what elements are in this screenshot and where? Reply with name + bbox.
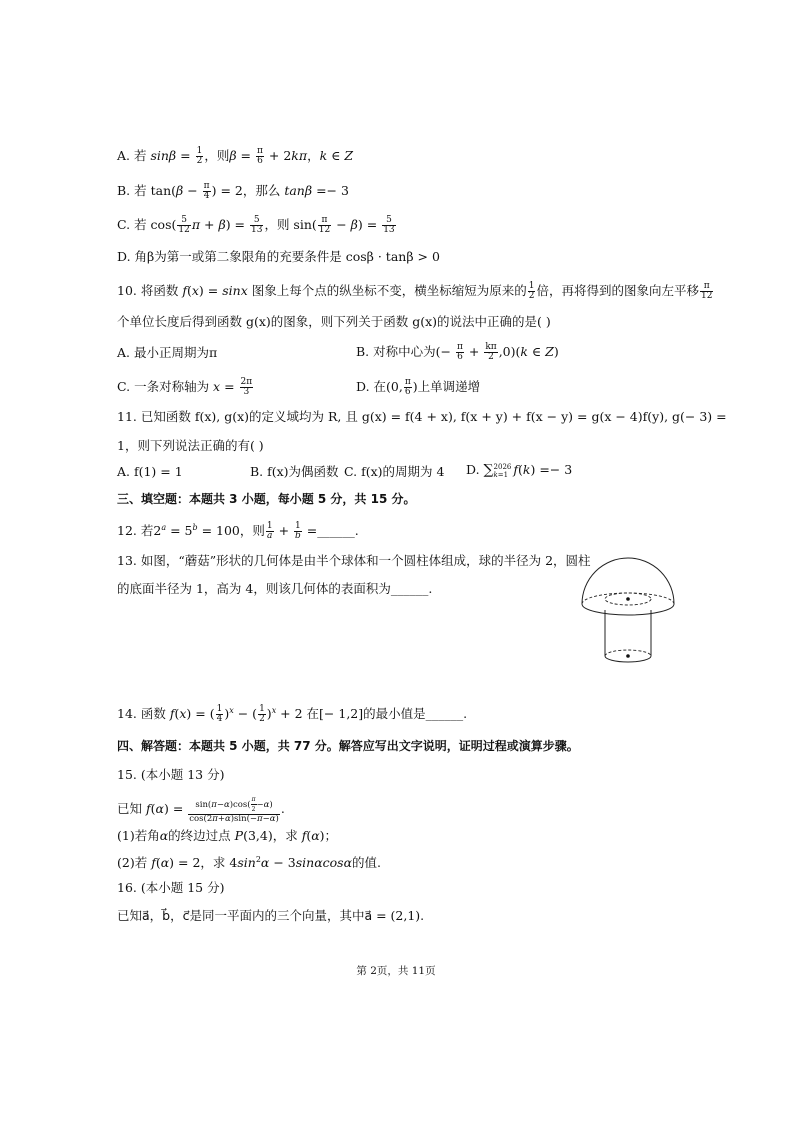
q15-given: 已知 f(α) = sin(π−α)cos( $\frac{\pi}{2}$ −α) cos(2π+α)sin(−π−α) .	[117, 796, 285, 824]
q10-option-b: B. 对称中心为(− $\frac{\pi}{6}$ + $\frac{k\pi}{2}$ ,0)(k ∈ Z)	[356, 342, 559, 362]
q10-option-c: C. 一条对称轴为 x = $\frac{2\pi}{3}$	[117, 377, 253, 397]
q16-title: 16. (本小题 15 分)	[117, 880, 225, 895]
q11-stem-line1: 11. 已知函数 f(x), g(x)的定义域均为 R, 且 g(x) = f(4 + x), f(x + y) + f(x − y) = g(x − 4)f(y), g(− 3) =	[117, 409, 727, 424]
q11-option-b: B. f(x)为偶函数	[250, 464, 339, 479]
q10-option-d: D. 在(0, $\frac{\pi}{6}$ )上单调递增	[356, 377, 481, 397]
q9-option-b: B. 若 tan(β − $\frac{\pi}{4}$ ) = 2，那么 tanβ =− 3	[117, 181, 349, 201]
q13-line1: 13. 如图，“蘑菇”形状的几何体是由半个球体和一个圆柱体组成，球的半径为 2，圆柱	[117, 553, 591, 568]
q9-option-d: D. 角β为第一或第二象限角的充要条件是 cosβ · tanβ > 0	[117, 249, 440, 264]
section-3-heading: 三、填空题：本题共 3 小题，每小题 5 分，共 15 分。	[117, 492, 416, 506]
q15-part2: (2)若 f(α) = 2，求 $4\sin^2\alpha - 3\sin\alpha\cos\alpha$的值.	[117, 854, 382, 870]
q10-stem-line1: 10. 将函数 f(x) = sinx 图象上每个点的纵坐标不变，横坐标缩短为原来的 $\frac{1}{2}$ 倍，再将得到的图象向左平移 $\frac{\pi}{12}$	[117, 281, 713, 301]
q11-option-d: D. ∑ 2026 k=1 f(k) =− 3	[466, 462, 573, 479]
mushroom-figure	[578, 552, 678, 670]
q11-option-a: A. f(1) = 1	[117, 464, 183, 479]
q10-option-a: A. 最小正周期为π	[117, 345, 218, 360]
top-center-dot	[626, 597, 630, 601]
q15-part1: (1)若角α的终边过点 P(3,4)，求 f(α)；	[117, 828, 338, 843]
q9-option-a: A. 若 sinβ = $\frac{1}{2}$ ，则β = $\frac{\pi}{6}$ + 2kπ，k ∈ Z	[117, 146, 354, 166]
q16-given: 已知a⃗，b⃗，c⃗是同一平面内的三个向量，其中a⃗ = (2,1).	[117, 908, 425, 923]
bottom-center-dot	[626, 654, 630, 658]
q12-question: 12. 若$2^a = 5^b = 100$，则 $\frac{1}{a}$ + $\frac{1}{b}$ =______.	[117, 521, 359, 541]
q11-option-c: C. f(x)的周期为 4	[344, 464, 445, 479]
q10-stem-line2: 个单位长度后得到函数 g(x)的图象，则下列关于函数 g(x)的说法中正确的是( )	[117, 314, 551, 329]
q11-stem-line2: 1，则下列说法正确的有( )	[117, 438, 264, 453]
q13-line2: 的底面半径为 1，高为 4，则该几何体的表面积为______.	[117, 581, 433, 596]
page-footer: 第 2页，共 11页	[356, 965, 436, 977]
q15-title: 15. (本小题 13 分)	[117, 767, 225, 782]
q14-question: 14. 函数 f(x) = ( $\frac{1}{4}$ )$^x$ − ( $\frac{1}{2}$ )$^x$ + 2 在[− 1,2]的最小值是______.	[117, 704, 468, 724]
q9-option-c: C. 若 cos( $\frac{5}{12}$ π + β) = $\frac{5}{13}$ ，则 sin( $\frac{\pi}{12}$ − β) = $\frac{5}{13}$	[117, 215, 395, 235]
section-4-heading: 四、解答题：本题共 5 小题，共 77 分。解答应写出文字说明，证明过程或演算步骤。	[117, 739, 579, 753]
